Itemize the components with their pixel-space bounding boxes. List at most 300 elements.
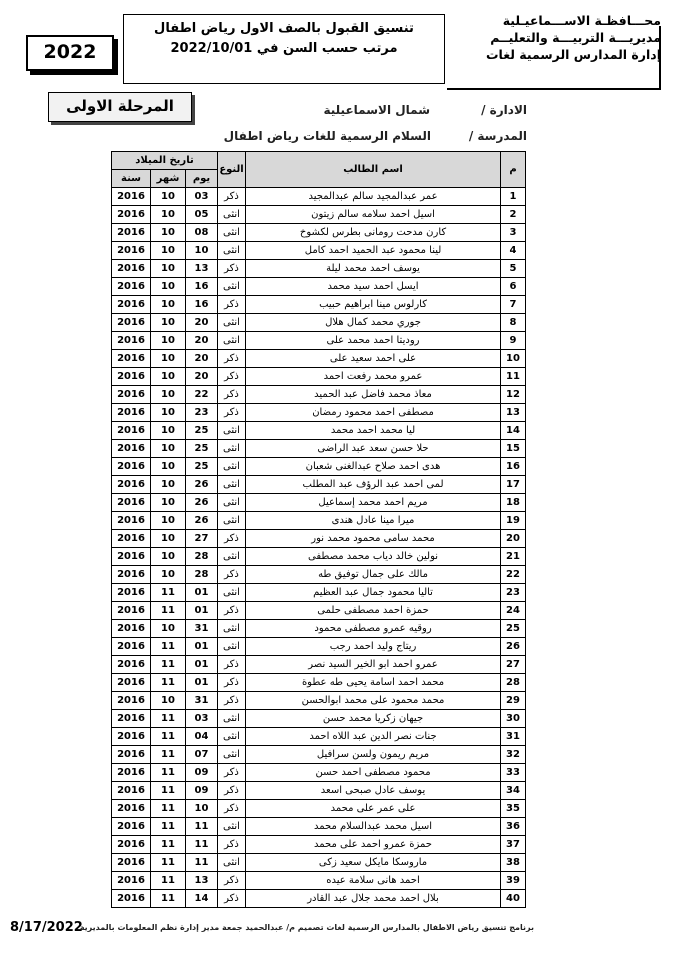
birth-month-cell: 10	[151, 296, 186, 314]
student-name-header: اسم الطالب	[246, 152, 501, 188]
student-name-cell: ميرا مينا عادل هندى	[246, 512, 501, 530]
birth-day-cell: 13	[186, 260, 218, 278]
birth-month-cell: 10	[151, 188, 186, 206]
table-row	[112, 530, 526, 548]
table-row	[112, 728, 526, 746]
document-title-box	[123, 14, 445, 84]
table-row	[112, 692, 526, 710]
student-name-cell: اسيل احمد سلامه سالم زيتون	[246, 206, 501, 224]
table-row	[112, 476, 526, 494]
birth-month-cell: 10	[151, 476, 186, 494]
table-row	[112, 278, 526, 296]
birth-month-cell: 11	[151, 854, 186, 872]
birth-month-cell: 11	[151, 728, 186, 746]
table-row	[112, 818, 526, 836]
row-number-cell: 29	[501, 692, 526, 710]
table-row	[112, 674, 526, 692]
table-row	[112, 242, 526, 260]
birth-month-cell: 10	[151, 440, 186, 458]
birth-month-cell: 10	[151, 404, 186, 422]
birth-day-cell: 25	[186, 422, 218, 440]
birth-year-cell: 2016	[112, 512, 151, 530]
birth-day-cell: 26	[186, 512, 218, 530]
birth-month-cell: 10	[151, 350, 186, 368]
birth-year-cell: 2016	[112, 746, 151, 764]
stage-badge: المرحلة الاولى	[48, 92, 192, 122]
birth-month-cell: 11	[151, 602, 186, 620]
birth-day-cell: 20	[186, 314, 218, 332]
birth-day-cell: 04	[186, 728, 218, 746]
table-row	[112, 872, 526, 890]
birth-day-cell: 28	[186, 566, 218, 584]
birth-month-cell: 11	[151, 674, 186, 692]
student-name-cell: احمد هانى سلامة عيده	[246, 872, 501, 890]
birth-month-cell: 11	[151, 746, 186, 764]
birth-day-cell: 01	[186, 656, 218, 674]
birth-year-cell: 2016	[112, 692, 151, 710]
student-name-cell: حمزة عمرو احمد على محمد	[246, 836, 501, 854]
birth-month-cell: 11	[151, 818, 186, 836]
gender-cell: انثى	[218, 242, 246, 260]
row-number-cell: 21	[501, 548, 526, 566]
birth-day-cell: 10	[186, 242, 218, 260]
gender-cell: انثى	[218, 584, 246, 602]
birth-year-cell: 2016	[112, 638, 151, 656]
birth-month-cell: 11	[151, 800, 186, 818]
table-row	[112, 458, 526, 476]
birth-month-cell: 10	[151, 566, 186, 584]
row-number-cell: 40	[501, 890, 526, 908]
row-number-cell: 27	[501, 656, 526, 674]
table-row	[112, 332, 526, 350]
birth-month-cell: 10	[151, 692, 186, 710]
row-number-cell: 32	[501, 746, 526, 764]
birth-day-cell: 31	[186, 620, 218, 638]
birth-year-cell: 2016	[112, 530, 151, 548]
birth-day-cell: 20	[186, 350, 218, 368]
birth-year-cell: 2016	[112, 728, 151, 746]
student-name-cell: هدى احمد صلاح عبدالغنى شعبان	[246, 458, 501, 476]
birth-day-cell: 23	[186, 404, 218, 422]
birth-year-cell: 2016	[112, 674, 151, 692]
table-row	[112, 782, 526, 800]
student-name-cell: محمود مصطفى احمد حسن	[246, 764, 501, 782]
student-name-cell: محمد سامى محمود محمد نور	[246, 530, 501, 548]
birth-day-cell: 22	[186, 386, 218, 404]
table-row	[112, 764, 526, 782]
birth-day-cell: 25	[186, 440, 218, 458]
gender-cell: ذكر	[218, 674, 246, 692]
row-number-cell: 17	[501, 476, 526, 494]
row-number-cell: 22	[501, 566, 526, 584]
row-number-cell: 25	[501, 620, 526, 638]
school-label: المدرسة /	[468, 129, 527, 143]
gender-cell: انثى	[218, 818, 246, 836]
birth-day-cell: 11	[186, 854, 218, 872]
birth-day-cell: 10	[186, 800, 218, 818]
birth-day-cell: 01	[186, 584, 218, 602]
gender-cell: انثى	[218, 620, 246, 638]
table-row	[112, 584, 526, 602]
gender-cell: ذكر	[218, 800, 246, 818]
birth-month-cell: 11	[151, 782, 186, 800]
student-name-cell: اسيل محمد عبدالسلام محمد	[246, 818, 501, 836]
gender-cell: ذكر	[218, 890, 246, 908]
gender-cell: ذكر	[218, 692, 246, 710]
gender-cell: ذكر	[218, 350, 246, 368]
gender-cell: انثى	[218, 314, 246, 332]
table-row	[112, 314, 526, 332]
administration-name: إدارة المدارس الرسمية لغات	[485, 47, 661, 62]
birth-year-cell: 2016	[112, 224, 151, 242]
gender-cell: ذكر	[218, 836, 246, 854]
gender-cell: ذكر	[218, 404, 246, 422]
birth-day-cell: 13	[186, 872, 218, 890]
birth-day-cell: 11	[186, 836, 218, 854]
gender-cell: ذكر	[218, 566, 246, 584]
birth-day-cell: 03	[186, 710, 218, 728]
row-number-cell: 14	[501, 422, 526, 440]
birth-month-cell: 10	[151, 206, 186, 224]
gender-cell: انثى	[218, 710, 246, 728]
student-name-cell: حلا حسن سعد عبد الراضى	[246, 440, 501, 458]
student-name-cell: معاذ محمد فاضل عبد الحميد	[246, 386, 501, 404]
school-value: السلام الرسمية للغات رياض اطفال	[223, 129, 431, 143]
table-row	[112, 440, 526, 458]
birth-month-cell: 11	[151, 872, 186, 890]
birth-year-cell: 2016	[112, 278, 151, 296]
student-name-cell: على عمر على محمد	[246, 800, 501, 818]
row-number-cell: 10	[501, 350, 526, 368]
row-number-cell: 2	[501, 206, 526, 224]
birth-day-cell: 27	[186, 530, 218, 548]
gender-cell: انثى	[218, 206, 246, 224]
row-number-cell: 26	[501, 638, 526, 656]
birth-month-cell: 11	[151, 638, 186, 656]
table-row	[112, 260, 526, 278]
birth-year-cell: 2016	[112, 440, 151, 458]
student-name-cell: ريتاج وليد احمد رجب	[246, 638, 501, 656]
student-name-cell: كارن مدحت رومانى بطرس لكشوخ	[246, 224, 501, 242]
row-number-cell: 31	[501, 728, 526, 746]
birth-month-cell: 11	[151, 710, 186, 728]
document-title: تنسيق القبول بالصف الاول رياض اطفال	[154, 21, 414, 36]
birth-month-cell: 10	[151, 314, 186, 332]
table-row	[112, 836, 526, 854]
gender-cell: ذكر	[218, 386, 246, 404]
birth-year-cell: 2016	[112, 620, 151, 638]
gender-cell: انثى	[218, 440, 246, 458]
birth-year-cell: 2016	[112, 656, 151, 674]
row-number-cell: 28	[501, 674, 526, 692]
birth-month-cell: 11	[151, 890, 186, 908]
birth-month-cell: 11	[151, 836, 186, 854]
student-name-cell: نولين خالد دياب محمد مصطفى	[246, 548, 501, 566]
birth-year-cell: 2016	[112, 602, 151, 620]
row-number-cell: 23	[501, 584, 526, 602]
birth-year-cell: 2016	[112, 206, 151, 224]
row-number-cell: 13	[501, 404, 526, 422]
gender-cell: انثى	[218, 728, 246, 746]
birth-year-cell: 2016	[112, 836, 151, 854]
birth-year-cell: 2016	[112, 818, 151, 836]
student-name-cell: كارلوس مينا ابراهيم حبيب	[246, 296, 501, 314]
admin-label: الادارة /	[481, 103, 527, 117]
gender-cell: ذكر	[218, 188, 246, 206]
student-name-cell: عمرو محمد رفعت احمد	[246, 368, 501, 386]
governorate-name: محـــافظـة الاســـماعيـلية	[502, 13, 661, 28]
birth-month-cell: 11	[151, 584, 186, 602]
row-number-cell: 5	[501, 260, 526, 278]
birth-month-cell: 11	[151, 764, 186, 782]
student-name-cell: مريم احمد محمد إسماعيل	[246, 494, 501, 512]
row-number-cell: 37	[501, 836, 526, 854]
student-name-cell: عمرو احمد ابو الخير السيد نصر	[246, 656, 501, 674]
student-name-cell: مصطفى احمد محمود رمضان	[246, 404, 501, 422]
student-name-cell: عمر عبدالمجيد سالم عبدالمجيد	[246, 188, 501, 206]
student-name-cell: مالك على جمال توفيق طه	[246, 566, 501, 584]
birth-month-cell: 10	[151, 512, 186, 530]
student-name-cell: روقيه عمرو مصطفى محمود	[246, 620, 501, 638]
birth-month-cell: 10	[151, 530, 186, 548]
gender-cell: ذكر	[218, 782, 246, 800]
birth-month-cell: 10	[151, 548, 186, 566]
table-row	[112, 422, 526, 440]
table-row	[112, 512, 526, 530]
gender-cell: انثى	[218, 332, 246, 350]
birth-year-cell: 2016	[112, 854, 151, 872]
gender-cell: ذكر	[218, 656, 246, 674]
year-header: سنة	[112, 170, 151, 188]
birth-day-cell: 01	[186, 638, 218, 656]
day-header: يوم	[186, 170, 218, 188]
gender-cell: انثى	[218, 476, 246, 494]
birth-year-cell: 2016	[112, 764, 151, 782]
birth-month-cell: 11	[151, 656, 186, 674]
gender-cell: ذكر	[218, 602, 246, 620]
document-subtitle: مرتب حسب السن في 2022/10/01	[170, 41, 398, 56]
student-name-cell: لينا محمود عبد الحميد احمد كامل	[246, 242, 501, 260]
gender-cell: ذكر	[218, 368, 246, 386]
birth-year-cell: 2016	[112, 458, 151, 476]
gender-cell: ذكر	[218, 260, 246, 278]
table-row	[112, 710, 526, 728]
admin-value: شمال الاسماعيلية	[323, 103, 430, 117]
table-row	[112, 656, 526, 674]
gender-cell: انثى	[218, 638, 246, 656]
birth-date-header: تاريخ الميلاد	[112, 152, 218, 170]
student-name-cell: جنات نصر الدين عبد اللاه احمد	[246, 728, 501, 746]
table-row	[112, 800, 526, 818]
row-number-cell: 35	[501, 800, 526, 818]
table-row	[112, 854, 526, 872]
gender-cell: انثى	[218, 512, 246, 530]
table-row	[112, 188, 526, 206]
student-name-cell: يوسف عادل صبحى اسعد	[246, 782, 501, 800]
birth-day-cell: 16	[186, 296, 218, 314]
directorate-name: مديريـــة التربيـــة والتعليــم	[490, 30, 661, 45]
month-header: شهر	[151, 170, 186, 188]
gender-cell: ذكر	[218, 530, 246, 548]
student-name-cell: روديتا احمد محمد على	[246, 332, 501, 350]
birth-day-cell: 28	[186, 548, 218, 566]
birth-year-cell: 2016	[112, 188, 151, 206]
row-number-cell: 30	[501, 710, 526, 728]
table-row	[112, 350, 526, 368]
row-number-cell: 8	[501, 314, 526, 332]
birth-year-cell: 2016	[112, 386, 151, 404]
birth-day-cell: 05	[186, 206, 218, 224]
student-name-cell: على احمد سعيد على	[246, 350, 501, 368]
birth-year-cell: 2016	[112, 494, 151, 512]
birth-year-cell: 2016	[112, 584, 151, 602]
student-name-cell: محمد احمد اسامة يحيى طه عطوة	[246, 674, 501, 692]
birth-year-cell: 2016	[112, 890, 151, 908]
birth-year-cell: 2016	[112, 404, 151, 422]
gender-cell: انثى	[218, 854, 246, 872]
birth-year-cell: 2016	[112, 350, 151, 368]
birth-year-cell: 2016	[112, 548, 151, 566]
birth-year-cell: 2016	[112, 872, 151, 890]
row-number-cell: 15	[501, 440, 526, 458]
gender-cell: انثى	[218, 548, 246, 566]
table-row	[112, 224, 526, 242]
table-row	[112, 602, 526, 620]
student-name-cell: مريم ريمون ولسن سرافيل	[246, 746, 501, 764]
student-name-cell: يوسف احمد محمد ليلة	[246, 260, 501, 278]
birth-day-cell: 01	[186, 602, 218, 620]
gender-cell: انثى	[218, 458, 246, 476]
birth-day-cell: 16	[186, 278, 218, 296]
student-name-cell: ايسل احمد سيد محمد	[246, 278, 501, 296]
gender-cell: ذكر	[218, 872, 246, 890]
birth-day-cell: 08	[186, 224, 218, 242]
birth-day-cell: 14	[186, 890, 218, 908]
table-row	[112, 404, 526, 422]
birth-year-cell: 2016	[112, 296, 151, 314]
birth-month-cell: 10	[151, 332, 186, 350]
table-row	[112, 746, 526, 764]
birth-day-cell: 03	[186, 188, 218, 206]
number-header: م	[501, 152, 526, 188]
birth-day-cell: 01	[186, 674, 218, 692]
birth-day-cell: 25	[186, 458, 218, 476]
birth-year-cell: 2016	[112, 782, 151, 800]
table-row	[112, 566, 526, 584]
issuing-authority	[447, 12, 661, 84]
gender-cell: انثى	[218, 494, 246, 512]
row-number-cell: 12	[501, 386, 526, 404]
gender-cell: انثى	[218, 278, 246, 296]
birth-month-cell: 10	[151, 260, 186, 278]
table-row	[112, 386, 526, 404]
student-name-cell: جيهان زكريا محمد حسن	[246, 710, 501, 728]
row-number-cell: 4	[501, 242, 526, 260]
birth-day-cell: 26	[186, 494, 218, 512]
row-number-cell: 1	[501, 188, 526, 206]
birth-day-cell: 20	[186, 332, 218, 350]
birth-year-cell: 2016	[112, 260, 151, 278]
birth-month-cell: 10	[151, 224, 186, 242]
student-name-cell: لمى احمد عبد الرؤف عبد المطلب	[246, 476, 501, 494]
birth-month-cell: 10	[151, 458, 186, 476]
student-name-cell: حمزة احمد مصطفى حلمى	[246, 602, 501, 620]
gender-cell: انثى	[218, 422, 246, 440]
row-number-cell: 39	[501, 872, 526, 890]
table-row	[112, 494, 526, 512]
birth-day-cell: 07	[186, 746, 218, 764]
table-row	[112, 638, 526, 656]
birth-month-cell: 10	[151, 368, 186, 386]
gender-cell: ذكر	[218, 296, 246, 314]
row-number-cell: 7	[501, 296, 526, 314]
row-number-cell: 6	[501, 278, 526, 296]
birth-year-cell: 2016	[112, 242, 151, 260]
print-date: 8/17/2022	[10, 920, 83, 935]
student-name-cell: محمد محمود على محمد ابوالحسن	[246, 692, 501, 710]
row-number-cell: 36	[501, 818, 526, 836]
student-name-cell: بلال احمد محمد جلال عبد القادر	[246, 890, 501, 908]
row-number-cell: 24	[501, 602, 526, 620]
birth-day-cell: 11	[186, 818, 218, 836]
birth-month-cell: 10	[151, 422, 186, 440]
birth-day-cell: 09	[186, 764, 218, 782]
gender-cell: انثى	[218, 224, 246, 242]
birth-day-cell: 20	[186, 368, 218, 386]
gender-cell: انثى	[218, 746, 246, 764]
row-number-cell: 18	[501, 494, 526, 512]
student-name-cell: تاليا محمود جمال عبد العظيم	[246, 584, 501, 602]
student-name-cell: ماروسكا مايكل سعيد زكى	[246, 854, 501, 872]
table-row	[112, 890, 526, 908]
birth-year-cell: 2016	[112, 332, 151, 350]
birth-year-cell: 2016	[112, 566, 151, 584]
birth-day-cell: 09	[186, 782, 218, 800]
student-name-cell: جوري محمد كمال هلال	[246, 314, 501, 332]
birth-month-cell: 10	[151, 494, 186, 512]
birth-year-cell: 2016	[112, 314, 151, 332]
birth-year-cell: 2016	[112, 422, 151, 440]
birth-day-cell: 31	[186, 692, 218, 710]
gender-cell: ذكر	[218, 764, 246, 782]
birth-day-cell: 26	[186, 476, 218, 494]
row-number-cell: 9	[501, 332, 526, 350]
birth-month-cell: 10	[151, 242, 186, 260]
row-number-cell: 19	[501, 512, 526, 530]
birth-month-cell: 10	[151, 620, 186, 638]
footer-credit: برنامج تنسيق رياض الاطفال بالمدارس الرسمية لغات تصميم م/ عبدالحميد جمعة مدير إدارة نظم المعلومات بالمديرية	[79, 923, 534, 932]
table-row	[112, 296, 526, 314]
table-row	[112, 620, 526, 638]
admissions-table	[111, 151, 526, 908]
table-row	[112, 206, 526, 224]
gender-header: النوع	[218, 152, 246, 188]
row-number-cell: 20	[501, 530, 526, 548]
birth-year-cell: 2016	[112, 368, 151, 386]
row-number-cell: 11	[501, 368, 526, 386]
table-row	[112, 368, 526, 386]
row-number-cell: 38	[501, 854, 526, 872]
birth-month-cell: 10	[151, 278, 186, 296]
student-name-cell: ليا محمد احمد محمد	[246, 422, 501, 440]
row-number-cell: 3	[501, 224, 526, 242]
row-number-cell: 16	[501, 458, 526, 476]
table-row	[112, 548, 526, 566]
row-number-cell: 34	[501, 782, 526, 800]
birth-year-cell: 2016	[112, 710, 151, 728]
year-badge: 2022	[26, 35, 114, 71]
birth-year-cell: 2016	[112, 476, 151, 494]
